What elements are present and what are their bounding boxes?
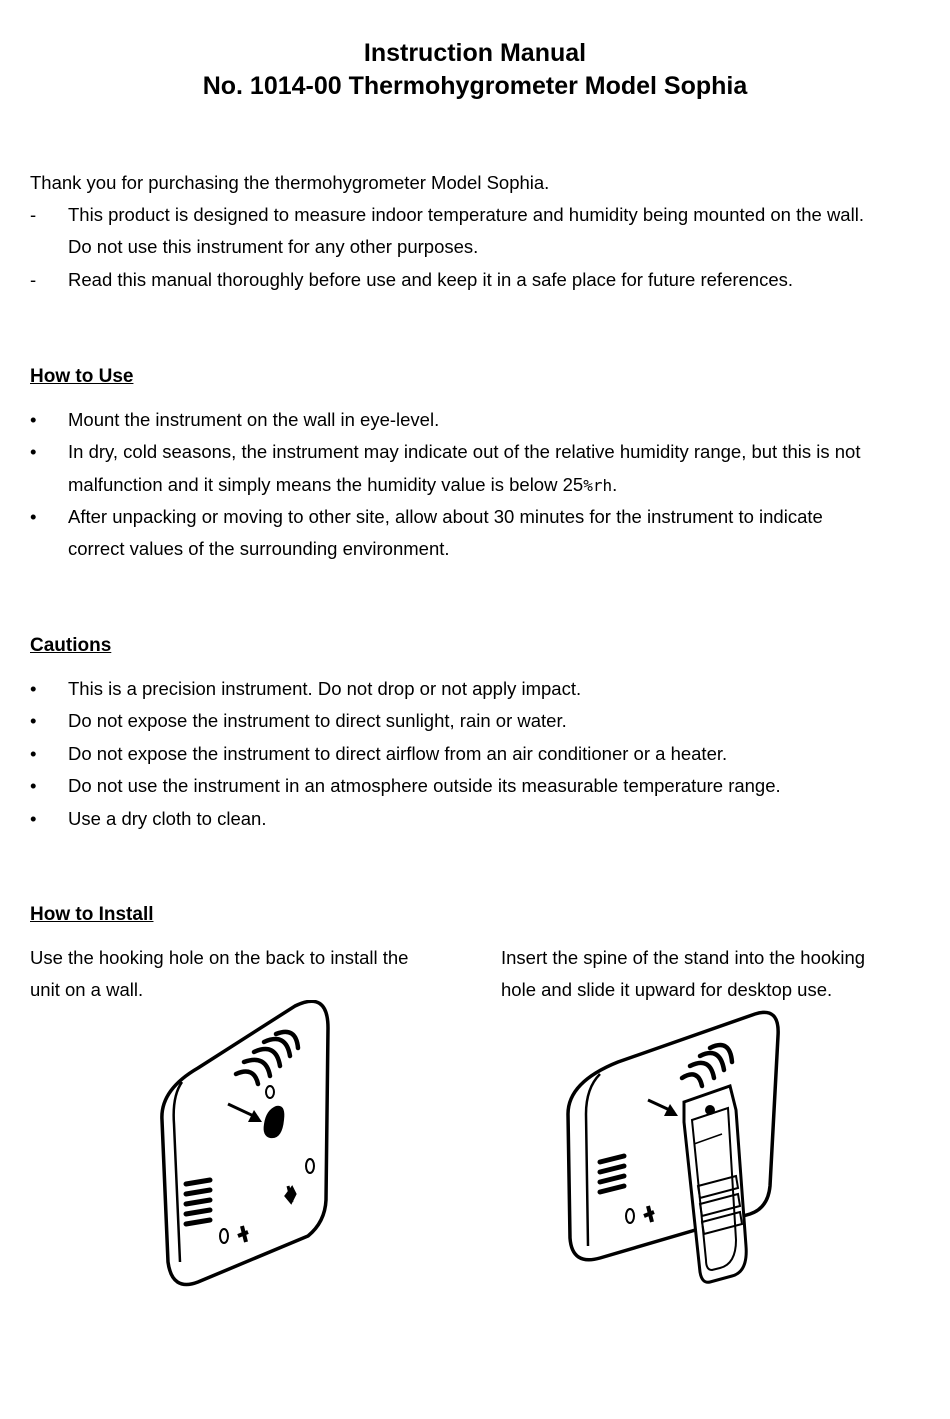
wall-mount-back-illustration xyxy=(150,1000,340,1290)
intro-item-1-line1: This product is designed to measure indoor temperature and humidity being mounted on the wall. xyxy=(68,204,864,225)
dash-marker: - xyxy=(30,269,37,290)
use-item-2-line1: In dry, cold seasons, the instrument may indicate out of the relative humidity range, but this is not xyxy=(68,441,861,462)
install-left-line1: Use the hooking hole on the back to install the xyxy=(30,947,409,968)
dash-marker: - xyxy=(30,204,37,225)
manual-subtitle: No. 1014-00 Thermohygrometer Model Sophia xyxy=(202,72,748,100)
use-item-2-prefix: malfunction and it simply means the humidity value is below 25 xyxy=(68,474,584,495)
bullet-marker: • xyxy=(30,743,37,764)
caution-item-2-text: Do not expose the instrument to direct sunlight, rain or water. xyxy=(68,710,567,731)
cautions-heading: Cautions xyxy=(30,635,112,656)
bullet-marker: • xyxy=(30,506,37,527)
bullet-marker: • xyxy=(30,441,37,462)
caution-item-4-text: Do not use the instrument in an atmosphere outside its measurable temperature range. xyxy=(68,775,781,796)
caution-item-3-text: Do not expose the instrument to direct airflow from an air conditioner or a heater. xyxy=(68,743,728,764)
bullet-marker: • xyxy=(30,710,37,731)
use-item-3-line1: After unpacking or moving to other site, allow about 30 minutes for the instrument to indicate xyxy=(68,506,823,527)
intro-item-2-text: Read this manual thoroughly before use and keep it in a safe place for future references. xyxy=(68,269,794,290)
intro-thanks: Thank you for purchasing the thermohygrometer Model Sophia. xyxy=(30,172,550,193)
use-item-2-line2 xyxy=(68,469,918,503)
caution-item-1-text: This is a precision instrument. Do not drop or not apply impact. xyxy=(68,678,582,699)
how-to-use-heading: How to Use xyxy=(30,366,134,387)
bullet-marker: • xyxy=(30,775,37,796)
desktop-stand-illustration xyxy=(560,1010,785,1290)
install-right-line1: Insert the spine of the stand into the hooking xyxy=(501,947,866,968)
how-to-install-heading: How to Install xyxy=(30,904,154,925)
manual-title: Instruction Manual xyxy=(363,39,587,67)
bullet-marker: • xyxy=(30,808,37,829)
bullet-marker: • xyxy=(30,678,37,699)
use-item-2-end: . xyxy=(612,474,618,495)
intro-item-1-line2: Do not use this instrument for any other purposes. xyxy=(68,236,479,257)
install-left-line2: unit on a wall. xyxy=(30,979,144,1000)
use-item-3-line2: correct values of the surrounding environment. xyxy=(68,538,450,559)
use-item-1-text: Mount the instrument on the wall in eye-level. xyxy=(68,409,440,430)
bullet-marker: • xyxy=(30,409,37,430)
caution-item-5-text: Use a dry cloth to clean. xyxy=(68,808,267,829)
humidity-unit: %rh xyxy=(583,476,613,495)
install-right-line2: hole and slide it upward for desktop use. xyxy=(501,979,833,1000)
